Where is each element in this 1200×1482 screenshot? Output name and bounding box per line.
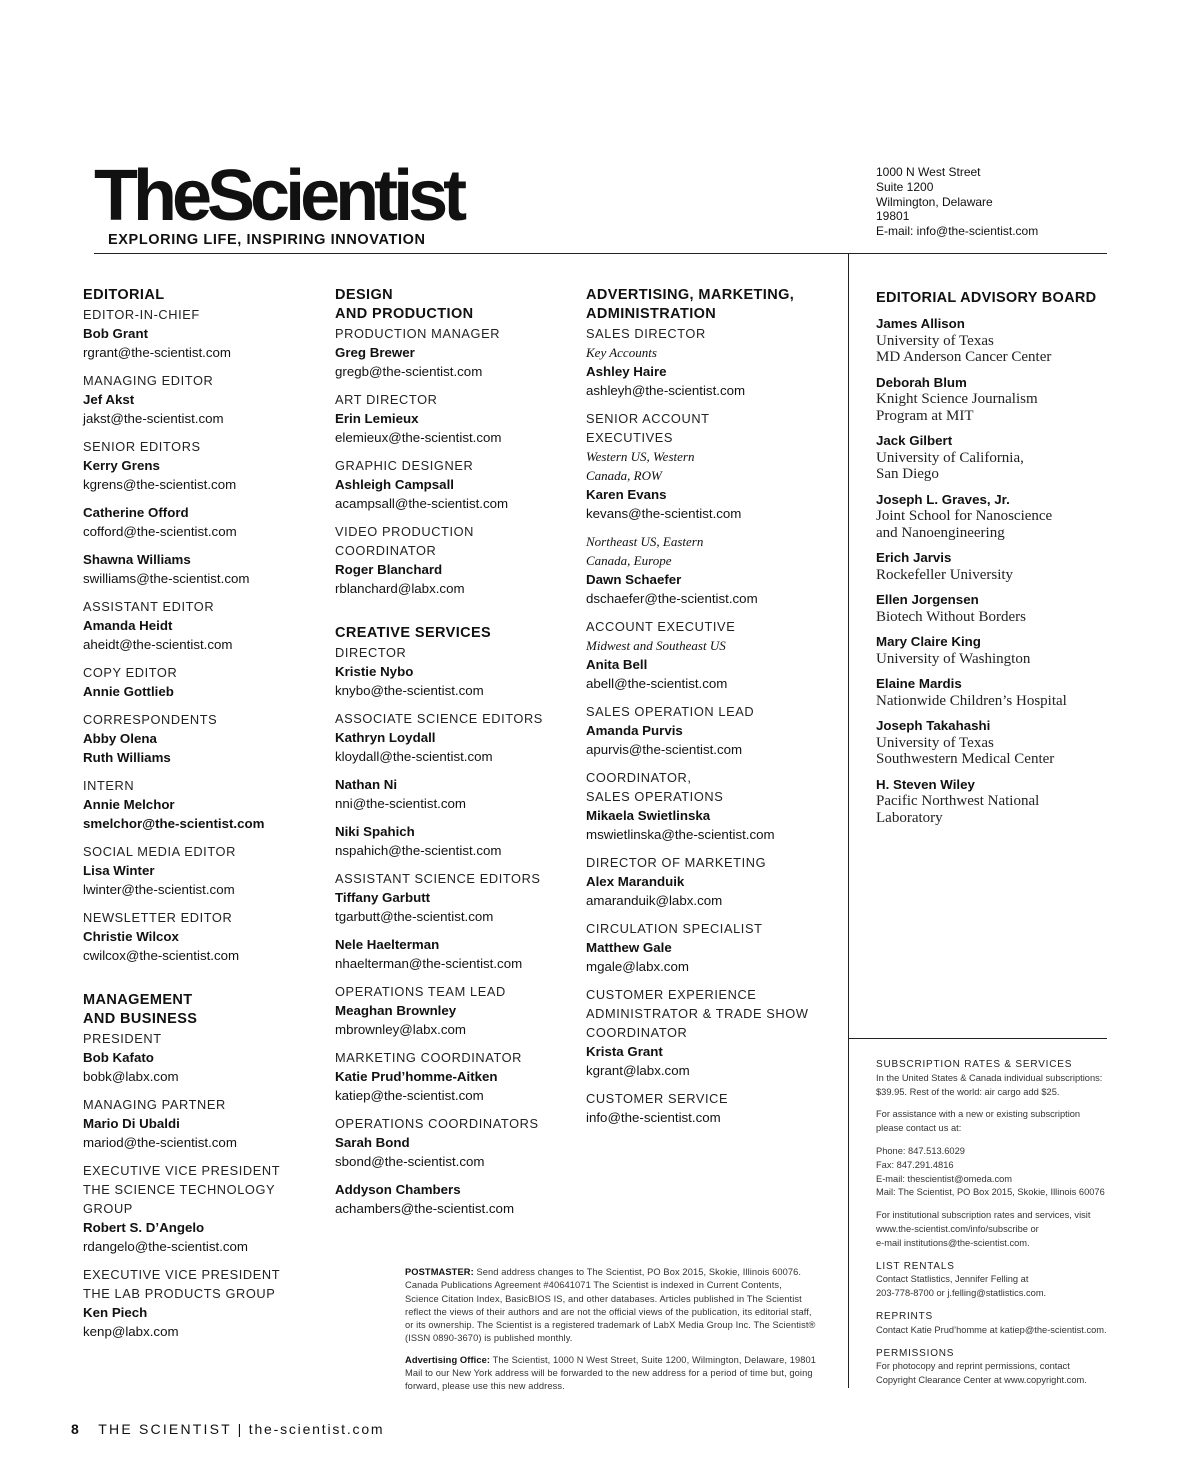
staff-email[interactable]: jakst@the-scientist.com (83, 411, 224, 426)
staff-name: Matthew Gale (586, 940, 672, 955)
board-member-list (876, 316, 1116, 826)
subscription-line: Contact Katie Prud’homme at katiep@the-scientist.com. (876, 1324, 1107, 1335)
subscription-block (876, 1347, 1116, 1388)
subscription-divider (849, 1038, 1107, 1039)
staff-email[interactable]: nspahich@the-scientist.com (335, 843, 502, 858)
board-member-name: Jack Gilbert (876, 433, 953, 448)
staff-section (83, 991, 313, 1341)
staff-role: ASSISTANT SCIENCE EDITORS (335, 871, 541, 886)
staff-name: Ken Piech (83, 1305, 148, 1320)
staff-email[interactable]: mbrownley@labx.com (335, 1022, 466, 1037)
subscription-line: e-mail institutions@the-scientist.com. (876, 1237, 1030, 1248)
board-member-affiliation: University of Texas (876, 332, 994, 349)
board-member-affiliation: Pacific Northwest National (876, 793, 1040, 809)
subscription-block (876, 1108, 1116, 1136)
staff-role: SOCIAL MEDIA EDITOR (83, 844, 236, 859)
advertising-office-line: The Scientist, 1000 N West Street, Suite 1200, Wilmington, Delaware, 19801 (492, 1354, 817, 1365)
staff-section (586, 286, 826, 1127)
board-member (876, 375, 1116, 425)
postmaster-line: or its ownership. The Scientist is a registered trademark of LabX Media Group Inc. The Scientist® (405, 1320, 816, 1331)
subscription-line: 203-778-8700 or j.felling@statlistics.com. (876, 1288, 1047, 1299)
section-title: CREATIVE SERVICES (335, 625, 492, 641)
staff-name: Amanda Purvis (586, 723, 683, 738)
staff-entry (83, 663, 313, 701)
staff-entry (83, 305, 313, 362)
board-member-affiliation: Laboratory (876, 809, 943, 826)
staff-role: CUSTOMER EXPERIENCE (586, 987, 757, 1002)
staff-role: MANAGING EDITOR (83, 373, 214, 388)
postmaster-line: Canada Publications Agreement #40641071 The Scientist is indexed in Current Contents, (405, 1280, 782, 1291)
board-member-name: Mary Claire King (876, 634, 981, 649)
staff-name: Niki Spahich (335, 824, 415, 839)
staff-email[interactable]: achambers@the-scientist.com (335, 1201, 515, 1216)
board-member-affiliation: Joint School for Nanoscience (876, 508, 1053, 524)
staff-entry (83, 1161, 313, 1256)
staff-role: ASSOCIATE SCIENCE EDITORS (335, 711, 543, 726)
logo-wordmark: TheScientist (94, 156, 463, 236)
staff-role: OPERATIONS COORDINATORS (335, 1116, 539, 1131)
subscription-line: E-mail: thescientist@omeda.com (876, 1173, 1013, 1184)
staff-email[interactable]: acampsall@the-scientist.com (335, 496, 509, 511)
staff-role: OPERATIONS TEAM LEAD (335, 984, 506, 999)
staff-email[interactable]: kloydall@the-scientist.com (335, 749, 493, 764)
staff-column-2 (335, 286, 565, 1244)
board-member (876, 676, 1116, 709)
staff-name: Catherine Offord (83, 505, 189, 520)
staff-role: ART DIRECTOR (335, 392, 438, 407)
staff-entry (335, 390, 565, 447)
advertising-office-paragraph (405, 1354, 820, 1394)
section-title: MANAGEMENT (83, 992, 193, 1008)
board-member-name: Deborah Blum (876, 374, 967, 390)
staff-entry (586, 1089, 826, 1127)
postmaster-line: Send address changes to The Scientist, PO Box 2015, Skokie, Illinois 60076. (476, 1267, 802, 1277)
subscription-line: Contact Statlistics, Jennifer Felling at (876, 1274, 1029, 1285)
section-title: AND BUSINESS (83, 1011, 198, 1027)
address-email: E-mail: info@the-scientist.com (876, 224, 1039, 239)
staff-name: Tiffany Garbutt (335, 890, 431, 905)
section-title: EDITORIAL (83, 287, 165, 303)
staff-email[interactable]: bobk@labx.com (83, 1069, 179, 1084)
staff-email[interactable]: kgrant@labx.com (586, 1063, 690, 1078)
board-member-affiliation: Knight Science Journalism (876, 391, 1038, 407)
board-member-name: Joseph Takahashi (876, 718, 991, 733)
staff-role: INTERN (83, 778, 135, 793)
staff-role: ASSISTANT EDITOR (83, 599, 215, 614)
subscription-line: Mail: The Scientist, PO Box 2015, Skokie, Illinois 60076 (876, 1187, 1105, 1198)
staff-entry (586, 409, 826, 523)
staff-email[interactable]: knybo@the-scientist.com (335, 683, 484, 698)
staff-entry (335, 324, 565, 381)
staff-entry (335, 982, 565, 1039)
staff-entry (83, 437, 313, 494)
staff-entry (586, 617, 826, 693)
board-member (876, 777, 1116, 827)
staff-region: Western US, Western (586, 449, 695, 464)
staff-role: COORDINATOR (335, 543, 437, 558)
staff-role: THE LAB PRODUCTS GROUP (83, 1286, 276, 1301)
staff-name: Karen Evans (586, 487, 667, 502)
staff-email[interactable]: rgrant@the-scientist.com (83, 345, 231, 360)
board-member (876, 634, 1116, 667)
address-line: Suite 1200 (876, 179, 934, 194)
board-member-affiliation: Program at MIT (876, 407, 974, 424)
subscription-line: www.the-scientist.com/info/subscribe or (876, 1223, 1039, 1234)
staff-entry (83, 503, 313, 541)
subscription-block (876, 1145, 1116, 1200)
staff-name: Addyson Chambers (335, 1182, 461, 1197)
staff-role: MANAGING PARTNER (83, 1097, 226, 1112)
board-member (876, 433, 1116, 483)
staff-entry (83, 842, 313, 899)
board-member-affiliation: University of Texas (876, 734, 994, 751)
staff-region: Canada, Europe (586, 553, 672, 568)
staff-name: Jef Akst (83, 392, 135, 407)
staff-name: Abby Olena (83, 731, 157, 746)
board-member-affiliation: and Nanoengineering (876, 524, 1005, 541)
board-member (876, 550, 1116, 583)
postmaster-line: (ISSN 0890-3670) is published monthly. (405, 1333, 573, 1344)
logo-tagline: EXPLORING LIFE, INSPIRING INNOVATION (108, 232, 426, 248)
staff-role: GROUP (83, 1201, 133, 1216)
staff-role: COORDINATOR (586, 1025, 688, 1040)
staff-name: Kristie Nybo (335, 664, 414, 679)
staff-name: Kathryn Loydall (335, 730, 436, 745)
staff-name: Robert S. D’Angelo (83, 1220, 205, 1235)
staff-entry (335, 643, 565, 700)
header-divider (94, 253, 1107, 254)
staff-email[interactable]: lwinter@the-scientist.com (83, 882, 235, 897)
subscription-block (876, 1260, 1116, 1301)
page-number: 8 (71, 1421, 81, 1437)
staff-role: PRESIDENT (83, 1031, 162, 1046)
footer-publication: THE SCIENTIST (98, 1421, 232, 1437)
staff-role: VIDEO PRODUCTION (335, 524, 474, 539)
sidebar-divider (848, 254, 849, 1388)
staff-role: SALES OPERATION LEAD (586, 704, 755, 719)
staff-email[interactable]: elemieux@the-scientist.com (335, 430, 502, 445)
subscription-heading: PERMISSIONS (876, 1347, 955, 1359)
subscription-info (876, 1058, 1116, 1397)
staff-email[interactable]: swilliams@the-scientist.com (83, 571, 250, 586)
staff-email[interactable]: ashleyh@the-scientist.com (586, 383, 746, 398)
board-member-affiliation: MD Anderson Cancer Center (876, 349, 1052, 365)
section-title: DESIGN (335, 287, 393, 303)
board-member (876, 592, 1116, 625)
staff-name: Katie Prud’homme-Aitken (335, 1069, 498, 1084)
staff-email[interactable]: nhaelterman@the-scientist.com (335, 956, 523, 971)
staff-entry (586, 532, 826, 608)
staff-name: Krista Grant (586, 1044, 663, 1059)
staff-email[interactable]: tgarbutt@the-scientist.com (335, 909, 494, 924)
footer-separator: | (237, 1421, 244, 1437)
staff-role: EXECUTIVES (586, 430, 674, 445)
staff-entry (83, 1029, 313, 1086)
staff-entry (335, 822, 565, 860)
staff-email[interactable]: kgrens@the-scientist.com (83, 477, 237, 492)
subscription-block (876, 1209, 1116, 1250)
staff-entry (586, 919, 826, 976)
staff-role: ADMINISTRATOR & TRADE SHOW (586, 1006, 809, 1021)
editorial-advisory-board (876, 290, 1116, 835)
staff-name: Kerry Grens (83, 458, 160, 473)
staff-name: Bob Kafato (83, 1050, 154, 1065)
staff-name: Sarah Bond (335, 1135, 410, 1150)
staff-name: Bob Grant (83, 326, 149, 341)
staff-role: THE SCIENCE TECHNOLOGY (83, 1182, 276, 1197)
staff-entry (586, 324, 826, 400)
board-member-affiliation: University of Washington (876, 650, 1031, 667)
staff-name: Amanda Heidt (83, 618, 173, 633)
staff-column-1 (83, 286, 313, 1367)
staff-entry (335, 935, 565, 973)
staff-role: DIRECTOR (335, 645, 407, 660)
address-line: 1000 N West Street (876, 165, 981, 179)
staff-role: GRAPHIC DESIGNER (335, 458, 474, 473)
footer-url[interactable]: the-scientist.com (248, 1421, 385, 1437)
staff-name: Lisa Winter (83, 863, 155, 878)
postmaster-notice (405, 1266, 820, 1402)
staff-name: Ruth Williams (83, 750, 171, 765)
staff-entry (335, 1114, 565, 1171)
postmaster-label: POSTMASTER: (405, 1267, 474, 1277)
staff-role: SALES DIRECTOR (586, 326, 706, 341)
staff-role: MARKETING COORDINATOR (335, 1050, 523, 1065)
subscription-line: For photocopy and reprint permissions, contact (876, 1361, 1070, 1372)
staff-name: Annie Melchor (83, 797, 175, 812)
staff-name: Nathan Ni (335, 777, 398, 792)
postmaster-paragraph (405, 1266, 820, 1346)
staff-entry (83, 776, 313, 833)
staff-role: DIRECTOR OF MARKETING (586, 855, 767, 870)
board-member-name: Erich Jarvis (876, 550, 952, 565)
staff-name: Dawn Schaefer (586, 572, 682, 587)
staff-section (83, 286, 313, 965)
board-member (876, 492, 1116, 542)
staff-email[interactable]: amaranduik@labx.com (586, 893, 723, 908)
staff-role: EDITOR-IN-CHIEF (83, 307, 200, 322)
board-member-affiliation: University of California, (876, 449, 1024, 466)
postmaster-line: Science Citation Index, BasicBIOS IS, and other databases. Articles published in The Scientist (405, 1293, 802, 1304)
board-member-name: Joseph L. Graves, Jr. (876, 491, 1010, 507)
address-line: 19801 (876, 209, 910, 224)
staff-entry (83, 550, 313, 588)
staff-email[interactable]: cofford@the-scientist.com (83, 524, 237, 539)
board-member (876, 718, 1116, 768)
board-member-affiliation: Southwestern Medical Center (876, 751, 1055, 767)
staff-entry (83, 1265, 313, 1341)
subscription-line: For assistance with a new or existing subscription (876, 1109, 1081, 1120)
board-member-name: Elaine Mardis (876, 676, 962, 691)
staff-region: Canada, ROW (586, 468, 662, 483)
staff-email[interactable]: gregb@the-scientist.com (335, 364, 483, 379)
board-member-affiliation: Nationwide Children’s Hospital (876, 692, 1067, 709)
staff-name: Ashleigh Campsall (335, 477, 454, 492)
subscription-line: $39.95. Rest of the world: air cargo add $25. (876, 1086, 1060, 1097)
subscription-line: Copyright Clearance Center at www.copyright.com. (876, 1375, 1087, 1386)
staff-role: EXECUTIVE VICE PRESIDENT (83, 1267, 281, 1282)
staff-email[interactable]: aheidt@the-scientist.com (83, 637, 233, 652)
staff-entry (83, 597, 313, 654)
staff-role: SALES OPERATIONS (586, 789, 724, 804)
staff-column-3 (586, 286, 826, 1153)
staff-entry (586, 768, 826, 844)
section-title: AND PRODUCTION (335, 306, 474, 322)
staff-name: Shawna Williams (83, 552, 191, 567)
staff-email[interactable]: dschaefer@the-scientist.com (586, 591, 758, 606)
staff-entry (83, 710, 313, 767)
staff-entry (83, 1095, 313, 1152)
staff-entry (83, 908, 313, 965)
staff-role: EXECUTIVE VICE PRESIDENT (83, 1163, 281, 1178)
subscription-line: In the United States & Canada individual subscriptions: (876, 1072, 1103, 1083)
staff-entry (335, 456, 565, 513)
staff-entry (335, 709, 565, 766)
subscription-line: For institutional subscription rates and services, visit (876, 1210, 1091, 1221)
board-member-affiliation: San Diego (876, 466, 939, 482)
board-member-name: Ellen Jorgensen (876, 592, 979, 607)
staff-name: Meaghan Brownley (335, 1003, 457, 1018)
subscription-heading: LIST RENTALS (876, 1260, 955, 1272)
staff-email[interactable]: sbond@the-scientist.com (335, 1154, 485, 1169)
subscription-block (876, 1310, 1116, 1338)
advertising-office-label: Advertising Office: (405, 1354, 491, 1365)
advertising-office-line: Mail to our New York address will be forwarded to the new address for a period of time but, going (405, 1368, 813, 1379)
staff-role: CORRESPONDENTS (83, 712, 218, 727)
staff-name: Annie Gottlieb (83, 684, 174, 699)
section-title: ADMINISTRATION (586, 306, 717, 322)
staff-role: CUSTOMER SERVICE (586, 1091, 729, 1106)
board-title: EDITORIAL ADVISORY BOARD (876, 290, 1097, 306)
postmaster-line: reflect the views of their authors and are not the official views of the publication, its editorial staff, (405, 1306, 812, 1317)
staff-email[interactable]: abell@the-scientist.com (586, 676, 728, 691)
staff-entry (586, 702, 826, 759)
subscription-line: Phone: 847.513.6029 (876, 1145, 965, 1156)
section-title: ADVERTISING, MARKETING, (586, 287, 795, 303)
staff-name: Alex Maranduik (586, 874, 685, 889)
staff-entry (586, 985, 826, 1080)
staff-region: Northeast US, Eastern (586, 534, 704, 549)
staff-role: ACCOUNT EXECUTIVE (586, 619, 736, 634)
staff-email[interactable]: apurvis@the-scientist.com (586, 742, 743, 757)
staff-name: Anita Bell (586, 657, 648, 672)
staff-section (335, 624, 565, 1218)
staff-entry (335, 1180, 565, 1218)
staff-email[interactable]: info@the-scientist.com (586, 1110, 721, 1125)
staff-entry (335, 869, 565, 926)
board-member (876, 316, 1116, 366)
staff-email[interactable]: nni@the-scientist.com (335, 796, 467, 811)
staff-entry (83, 371, 313, 428)
subscription-block (876, 1058, 1116, 1099)
staff-email[interactable]: mswietlinska@the-scientist.com (586, 827, 775, 842)
staff-section (335, 286, 565, 598)
board-member-name: James Allison (876, 316, 965, 331)
staff-role: COPY EDITOR (83, 665, 178, 680)
staff-role: CIRCULATION SPECIALIST (586, 921, 763, 936)
advertising-office-line: forward, please use this new address. (405, 1381, 565, 1392)
staff-role: NEWSLETTER EDITOR (83, 910, 233, 925)
subscription-heading: REPRINTS (876, 1310, 933, 1322)
staff-email[interactable]: kenp@labx.com (83, 1324, 179, 1339)
page-footer (71, 1421, 384, 1437)
staff-name: Greg Brewer (335, 345, 415, 360)
staff-name: Nele Haelterman (335, 937, 440, 952)
staff-email[interactable]: rblanchard@labx.com (335, 581, 465, 596)
staff-email[interactable]: katiep@the-scientist.com (335, 1088, 484, 1103)
staff-email[interactable]: mariod@the-scientist.com (83, 1135, 237, 1150)
staff-region: Midwest and Southeast US (586, 638, 726, 653)
address-line: Wilmington, Delaware (876, 194, 993, 209)
board-member-affiliation: Rockefeller University (876, 566, 1014, 583)
staff-email[interactable]: kevans@the-scientist.com (586, 506, 742, 521)
staff-role: SENIOR EDITORS (83, 439, 201, 454)
staff-role: COORDINATOR, (586, 770, 692, 785)
staff-entry (586, 853, 826, 910)
staff-name: Mario Di Ubaldi (83, 1116, 180, 1131)
staff-email[interactable]: mgale@labx.com (586, 959, 689, 974)
staff-email[interactable]: smelchor@the-scientist.com (83, 816, 265, 831)
masthead-logo (94, 156, 463, 248)
subscription-line: Fax: 847.291.4816 (876, 1159, 954, 1170)
board-member-name: H. Steven Wiley (876, 776, 975, 792)
staff-entry (335, 1048, 565, 1105)
staff-role: PRODUCTION MANAGER (335, 326, 501, 341)
subscription-line: please contact us at: (876, 1123, 962, 1134)
subscription-heading: SUBSCRIPTION RATES & SERVICES (876, 1059, 1073, 1070)
staff-name: Roger Blanchard (335, 562, 443, 577)
staff-name: Mikaela Swietlinska (586, 808, 711, 823)
staff-email[interactable]: cwilcox@the-scientist.com (83, 948, 240, 963)
staff-region: Key Accounts (586, 345, 657, 360)
staff-entry (335, 775, 565, 813)
staff-entry (335, 522, 565, 598)
staff-email[interactable]: rdangelo@the-scientist.com (83, 1239, 249, 1254)
publisher-address (876, 165, 1038, 239)
staff-name: Ashley Haire (586, 364, 667, 379)
staff-name: Christie Wilcox (83, 929, 179, 944)
board-member-affiliation: Biotech Without Borders (876, 608, 1026, 625)
staff-name: Erin Lemieux (335, 411, 419, 426)
staff-role: SENIOR ACCOUNT (586, 411, 710, 426)
